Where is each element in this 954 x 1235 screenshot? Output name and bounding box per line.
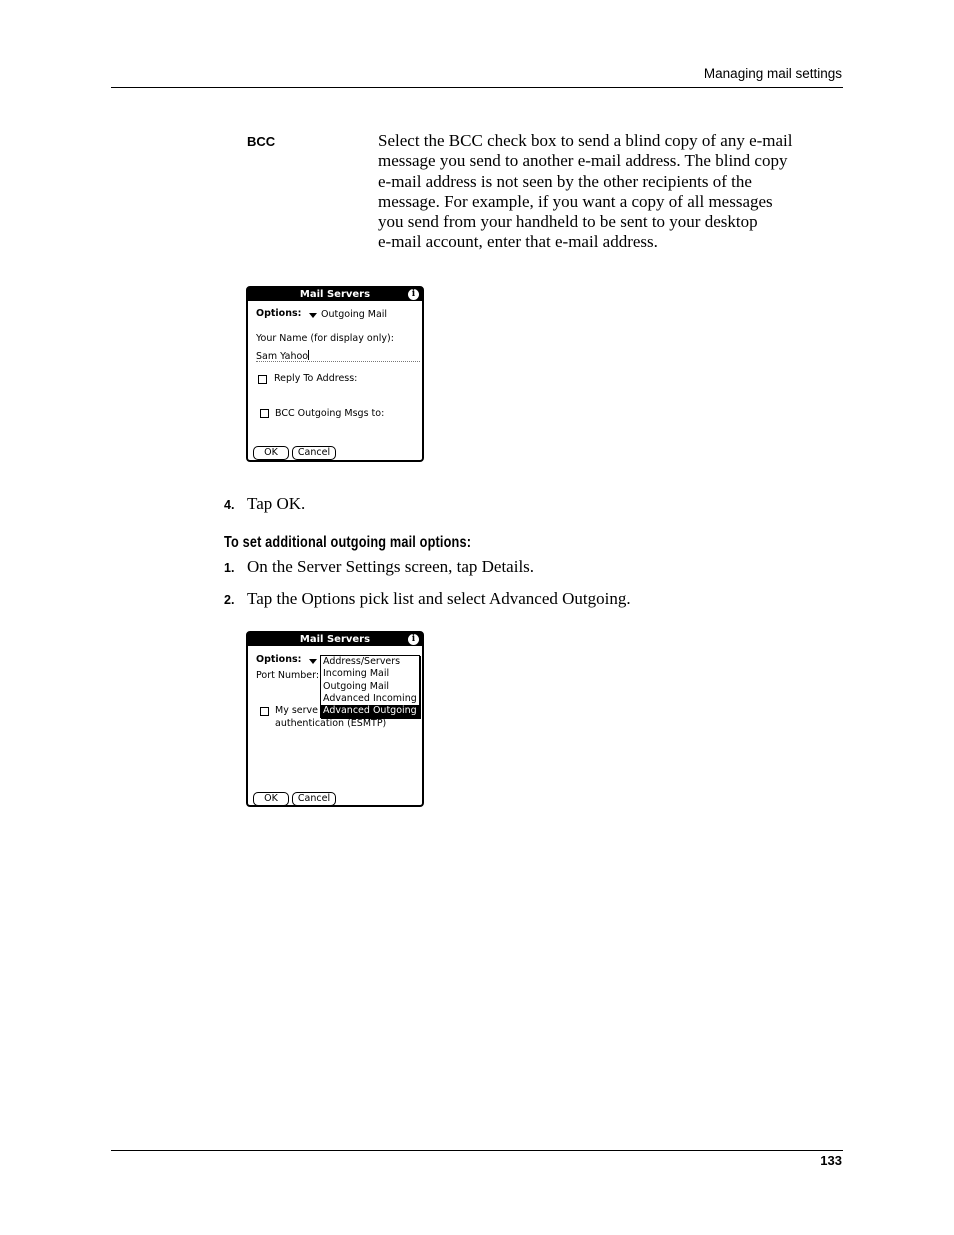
- bcc-label: BCC Outgoing Msgs to:: [275, 408, 385, 419]
- definition-line: you send from your handheld to be sent to your desktop: [378, 212, 758, 232]
- procedure-heading: To set additional outgoing mail options:: [224, 534, 472, 551]
- options-value: Outgoing Mail: [321, 309, 388, 320]
- page-number: 133: [820, 1153, 842, 1168]
- picklist-item: Incoming Mail: [323, 668, 390, 680]
- name-field-underline: [256, 361, 420, 362]
- definition-line: e-mail address is not seen by the other recipients of the: [378, 171, 752, 191]
- name-value: Sam Yahoo: [256, 351, 309, 362]
- definition-line: e-mail account, enter that e-mail address.: [378, 232, 658, 252]
- footer-rule: [111, 1150, 843, 1151]
- definition-line: message you send to another e-mail address. The blind copy: [378, 151, 788, 171]
- picklist-item: Outgoing Mail: [323, 680, 390, 692]
- screen-title-bar: [248, 288, 422, 301]
- screen-title: Mail Servers: [299, 634, 371, 645]
- step-number: 4.: [224, 498, 235, 512]
- info-icon: i: [408, 289, 419, 300]
- auth-label-line2: authentication (ESMTP): [275, 718, 387, 729]
- picklist-item: Advanced Incoming: [323, 692, 417, 704]
- definition-term: BCC: [247, 134, 276, 149]
- reply-label: Reply To Address:: [274, 373, 358, 384]
- options-label: Options:: [256, 654, 302, 665]
- step-text: On the Server Settings screen, tap Details.: [247, 557, 535, 576]
- name-label: Your Name (for display only):: [256, 333, 394, 344]
- text-cursor-icon: [308, 350, 309, 360]
- screen-title-bar: [248, 633, 422, 646]
- definition-line: message. For example, if you want a copy of all messages: [378, 191, 773, 211]
- dropdown-triangle-icon: [309, 659, 317, 664]
- dropdown-triangle-icon: [309, 313, 317, 318]
- mail-servers-screenshot-outgoing: [246, 286, 424, 462]
- definition-description: [378, 131, 838, 253]
- reply-checkbox: [258, 375, 267, 384]
- port-number-label: Port Number:: [256, 670, 320, 681]
- header-rule: [111, 87, 843, 88]
- ok-button: OK: [253, 446, 289, 460]
- definition-line: Select the BCC check box to send a blind copy of any e-mail: [378, 131, 793, 150]
- running-header: Managing mail settings: [703, 66, 842, 81]
- info-icon: i: [408, 634, 419, 645]
- options-label: Options:: [256, 308, 302, 319]
- step-number: 2.: [224, 593, 235, 607]
- bcc-checkbox: [260, 409, 269, 418]
- step-text: Tap the Options pick list and select Advanced Outgoing.: [247, 589, 631, 608]
- step-number: 1.: [224, 561, 235, 575]
- auth-checkbox: [260, 707, 269, 716]
- auth-label-line1: My serve: [275, 705, 319, 716]
- screen-title: Mail Servers: [299, 289, 371, 300]
- mail-servers-screenshot-picklist: [246, 631, 424, 807]
- step-text: Tap OK.: [247, 494, 306, 513]
- picklist-item-selected: Advanced Outgoing: [321, 705, 419, 717]
- cancel-button: Cancel: [292, 446, 336, 460]
- ok-button: OK: [253, 792, 289, 806]
- options-picklist: [320, 655, 420, 718]
- picklist-item: Address/Servers: [323, 656, 401, 667]
- cancel-button: Cancel: [292, 792, 336, 806]
